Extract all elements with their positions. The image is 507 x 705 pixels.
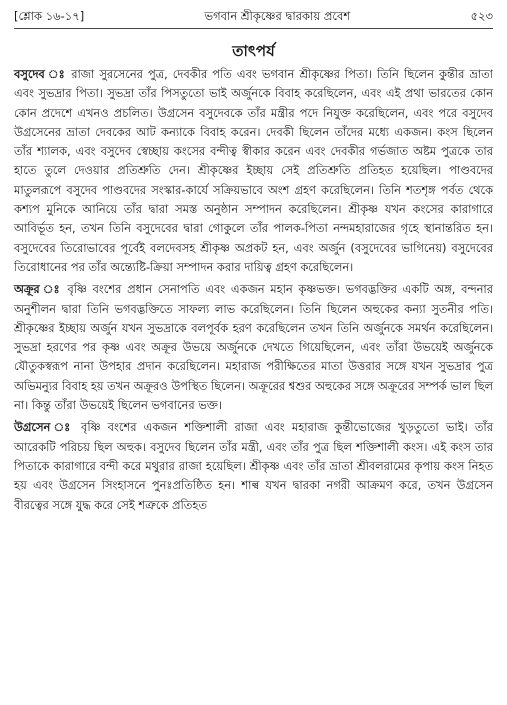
term-vasudeva: বসুদেব ঃ (14, 67, 67, 81)
paragraph-text: বৃষ্ণি বংশের প্রধান সেনাপতি এবং একজন মহান কৃষ্ণভক্ত। ভগবদ্ভক্তির একটি অঙ্গ, বন্দনার অনুশীলন দ্বারা তিনি ভগবদ্ভক্তিতে সাফল্য লাভ করেছিলেন। তিনি ছিলেন অহুকের কন্যা সুতনীর পতি। শ্রীকৃষ্ণের ইচ্ছায় অর্জুন যখন সুভদ্রাকে বলপূর্বক হরণ করেছিলেন তখন তিনি অর্জুনকে সমর্থন করেছিলেন। সুভদ্রা হরণের পর কৃষ্ণ এবং অক্রূর উভয়ে অর্জুনকে দেখতে গিয়েছিলেন, এবং তাঁরা উভয়েই অর্জুনকে যৌতুকস্বরূপ নানা উপহার প্রদান করেছিলেন। মহারাজ পরীক্ষিতের মাতা উত্তরার সঙ্গে যখন সুভদ্রার পুত্র অভিমন্যুর বিবাহ হয় তখন অক্রূরও উপস্থিত ছিলেন। অক্রূরের শ্বশুর অহুকের সঙ্গে অক্রূরের সম্পর্ক ভাল ছিল না। কিন্তু তাঁরা উভয়েই ছিলেন ভগবানের ভক্ত। (14, 282, 493, 413)
header-verse-ref: [শ্লোক ১৬-১৭] (14, 9, 85, 23)
paragraph-ugrasena (14, 418, 493, 514)
term-ugrasena: উগ্রসেন ঃ (14, 420, 74, 435)
section-title: তাৎপর্য (232, 42, 275, 60)
paragraph-vasudeva (14, 65, 493, 277)
paragraph-text: বৃষ্ণি বংশের একজন শক্তিশালী রাজা এবং মহারাজ কুন্তীভোজের খুড়তুতো ভাই। তাঁর আরেকটি পরিচয় ছিল অহুক। বসুদেব ছিলেন তাঁর মন্ত্রী, এবং তাঁর পুত্র ছিল শক্তিশালী কংস। এই কংস তার পিতাকে কারাগারে বন্দী করে মথুরার রাজা হয়েছিল। শ্রীকৃষ্ণ এবং তাঁর ভ্রাতা শ্রীবলরামের কৃপায় কংস নিহত হয় এবং উগ্রসেন সিংহাসনে পুনঃপ্রতিষ্ঠিত হন। শাল্ব যখন দ্বারকা নগরী আক্রমণ করে, তখন উগ্রসেন বীরত্বের সঙ্গে যুদ্ধ করে সেই শত্রুকে প্রতিহত (14, 420, 494, 512)
paragraph-akrura (14, 280, 493, 415)
paragraph-text: রাজা সুরসেনের পুত্র, দেবকীর পতি এবং ভগবান শ্রীকৃষ্ণের পিতা। তিনি ছিলেন কুন্তীর ভ্রাতা এবং সুভদ্রার পিতা। সুভদ্রা তাঁর পিসতুতো ভাই অর্জুনকে বিবাহ করেছিলেন, এবং এই প্রথা ভারতের কোন কোন প্রদেশে এখনও প্রচলিত। উগ্রসেন বসুদেবকে তাঁর মন্ত্রীর পদে নিযুক্ত করেছিলেন, এবং পরে বসুদেব উগ্রসেনের ভ্রাতা দেবকের আট কন্যাকে বিবাহ করেন। দেবকী ছিলেন তাঁদের মধ্যে একজন। কংস ছিলেন তাঁর শ্যালক, এবং বসুদেব স্বেচ্ছায় কংসের বন্দীত্ব স্বীকার করেন এবং দেবকীর গর্ভজাত অষ্টম পুত্রকে তার হাতে তুলে দেওয়ার প্রতিশ্রুতি দেন। শ্রীকৃষ্ণের ইচ্ছায় সেই প্রতিশ্রুতি প্রতিহত হয়েছিল। পাণ্ডবদের মাতুলরূপে বসুদেব পাণ্ডবদের সংস্কার-কার্যে সক্রিয়ভাবে অংশ গ্রহণ করেছিলেন। তিনি শতশৃঙ্গ পর্বত থেকে কশ্যপ মুনিকে আনিয়ে তাঁর দ্বারা সমস্ত অনুষ্ঠান সম্পাদন করেছিলেন। শ্রীকৃষ্ণ যখন কংসের কারাগারে আবির্ভূত হন, তখন তিনি বসুদেবের দ্বারা গোকুলে তাঁর পালক-পিতা নন্দমহারাজের গৃহে স্থানান্তরিত হন। বসুদেবের তিরোভাবের পূর্বেই বলদেবসহ শ্রীকৃষ্ণ অপ্রকট হন, এবং অর্জুন (বসুদেবের ভাগিনেয়) বসুদেবের তিরোধানের পর তাঁর অন্ত্যেষ্টি-ক্রিয়া সম্পাদন করার দায়িত্ব গ্রহণ করেছিলেন। (14, 67, 493, 274)
page-number: ৫২৩ (470, 9, 493, 23)
running-header (14, 8, 493, 29)
header-chapter-title: ভগবান শ্রীকৃষ্ণের দ্বারকায় প্রবেশ (204, 9, 351, 23)
term-akrura: অক্রূর ঃ (14, 282, 62, 297)
